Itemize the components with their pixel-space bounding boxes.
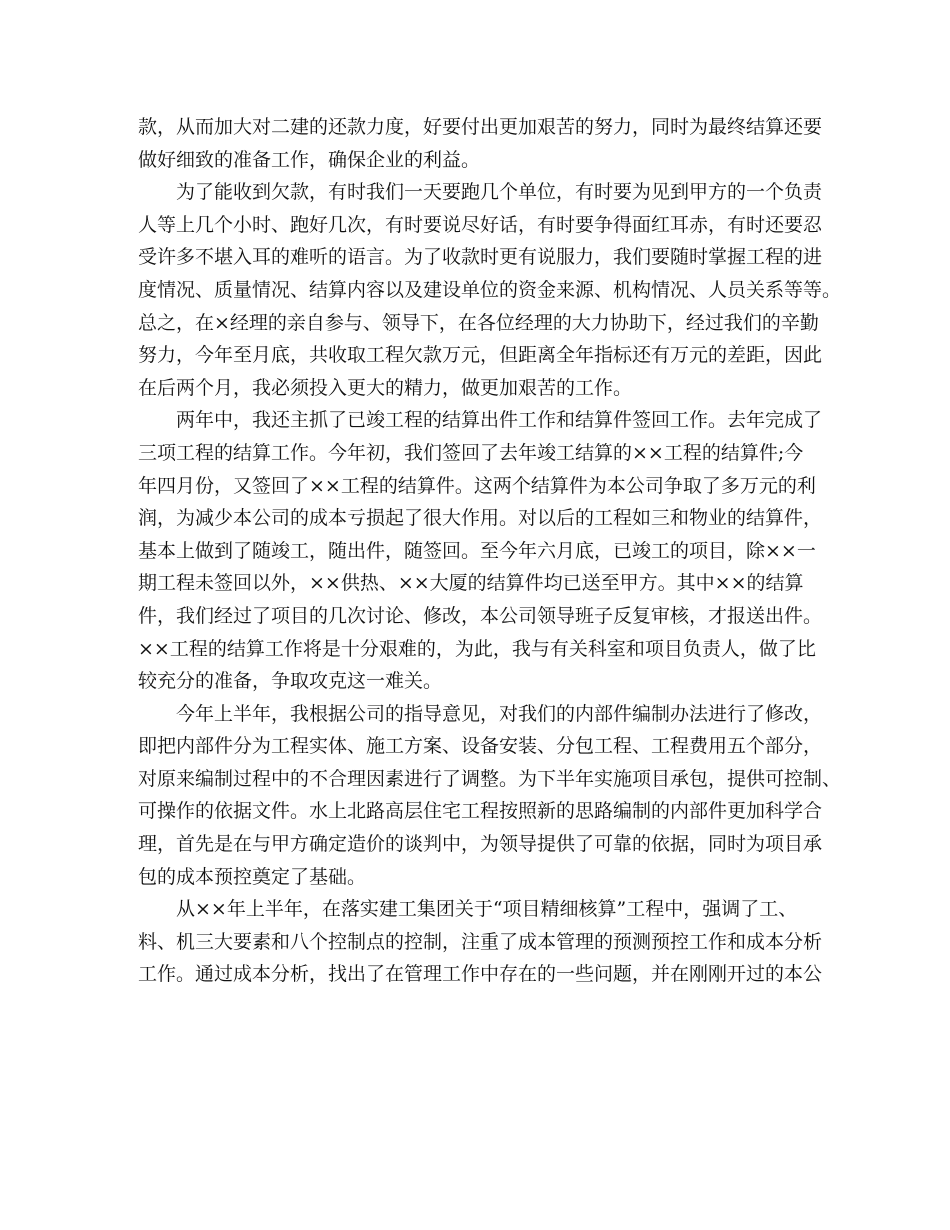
text-line: 基本上做到了随竣工，随出件，随签回。至今年六月底，已竣工的项目，除××一 xyxy=(138,539,816,562)
text-line: 努力，今年至月底，共收取工程欠款万元，但距离全年指标还有万元的差距，因此 xyxy=(138,344,823,367)
paragraph xyxy=(138,404,838,697)
text-line: 在后两个月，我必须投入更大的精力，做更加艰苦的工作。 xyxy=(138,376,633,399)
text-line: 料、机三大要素和八个控制点的控制，注重了成本管理的预测预控工作和成本分析 xyxy=(138,930,823,953)
text-line: 件，我们经过了项目的几次讨论、修改，本公司领导班子反复审核，才报送出件。 xyxy=(138,604,823,627)
text-line: 款，从而加大对二建的还款力度，好要付出更加艰苦的努力，同时为最终结算还要 xyxy=(138,116,823,138)
text-line: 从××年上半年，在落实建工集团关于“项目精细核算”工程中，强调了工、 xyxy=(176,898,798,921)
text-line: 做好细致的准备工作，确保企业的利益。 xyxy=(138,148,481,171)
text-line: 今年上半年，我根据公司的指导意见，对我们的内部件编制办法进行了修改， xyxy=(176,702,823,725)
text-line: 工作。通过成本分析，找出了在管理工作中存在的一些问题，并在刚刚开过的本公 xyxy=(138,963,823,986)
text-line: 对原来编制过程中的不合理因素进行了调整。为下半年实施项目承包，提供可控制、 xyxy=(138,767,842,790)
text-line: 度情况、质量情况、结算内容以及建设单位的资金来源、机构情况、人员关系等等。 xyxy=(138,278,842,301)
text-line: 三项工程的结算工作。今年初，我们签回了去年竣工结算的××工程的结算件;今 xyxy=(138,441,804,464)
text-line: 人等上几个小时、跑好几次，有时要说尽好话，有时要争得面红耳赤，有时还要忍 xyxy=(138,213,823,236)
document-body xyxy=(138,111,842,991)
text-line: 受许多不堪入耳的难听的语言。为了收款时更有说服力，我们要随时掌握工程的进 xyxy=(138,246,823,269)
text-line: 为了能收到欠款，有时我们一天要跑几个单位，有时要为见到甲方的一个负责 xyxy=(176,181,823,204)
paragraph xyxy=(138,176,842,404)
text-line: 期工程未签回以外，××供热、××大厦的结算件均已送至甲方。其中××的结算 xyxy=(138,572,804,595)
text-line: 总之，在×经理的亲自参与、领导下，在各位经理的大力协助下，经过我们的辛勤 xyxy=(138,311,819,334)
paragraph xyxy=(138,698,842,894)
text-line: 包的成本预控奠定了基础。 xyxy=(138,865,367,888)
text-line: 理，首先是在与甲方确定造价的谈判中，为领导提供了可靠的依据，同时为项目承 xyxy=(138,833,823,856)
paragraph xyxy=(138,111,838,176)
text-line: 较充分的准备，争取攻克这一难关。 xyxy=(138,670,443,693)
text-line: ××工程的结算工作将是十分艰难的，为此，我与有关科室和项目负责人，做了比 xyxy=(138,637,816,660)
text-line: 润，为减少本公司的成本亏损起了很大作用。对以后的工程如三和物业的结算件， xyxy=(138,507,823,530)
text-line: 两年中，我还主抓了已竣工程的结算出件工作和结算件签回工作。去年完成了 xyxy=(176,409,823,432)
paragraph xyxy=(138,893,838,991)
text-line: 即把内部件分为工程实体、施工方案、设备安装、分包工程、工程费用五个部分， xyxy=(138,735,823,758)
text-line: 年四月份，又签回了××工程的结算件。这两个结算件为本公司争取了多万元的利 xyxy=(138,474,816,497)
text-line: 可操作的依据文件。水上北路高层住宅工程按照新的思路编制的内部件更加科学合 xyxy=(138,800,823,823)
